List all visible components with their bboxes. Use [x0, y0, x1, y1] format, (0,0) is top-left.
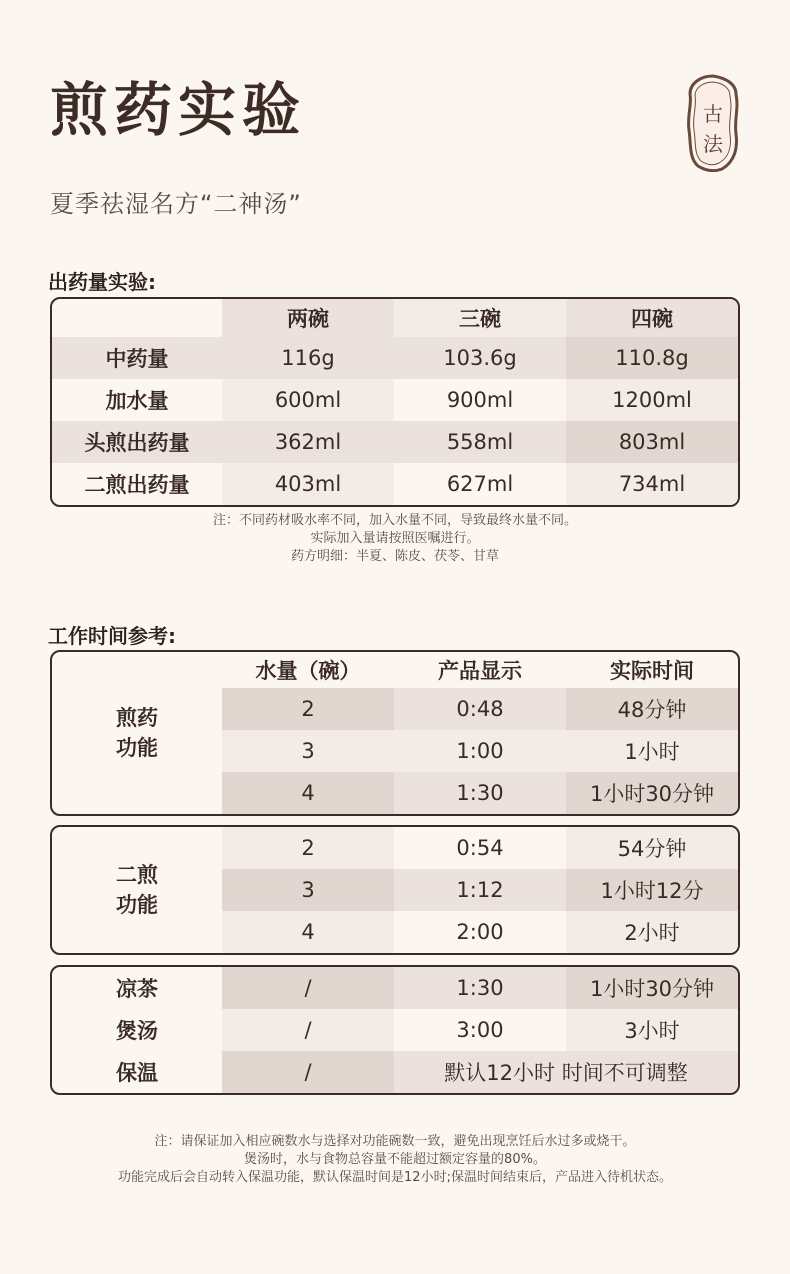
- table-header-row: [222, 652, 738, 688]
- table-cell: 1200ml: [566, 379, 738, 421]
- header-cell: 三碗: [394, 299, 566, 337]
- time-table-second: [50, 825, 740, 955]
- table-cell: 48分钟: [566, 688, 738, 730]
- block-rows: [222, 827, 738, 953]
- note-line: 煲汤时，水与食物总容量不能超过额定容量的80%。: [244, 1152, 546, 1167]
- table-row: [52, 967, 738, 1009]
- table-cell: 116g: [222, 337, 394, 379]
- table-cell: 4: [222, 772, 394, 814]
- table-row: [52, 337, 738, 379]
- time-notes: [0, 1133, 790, 1187]
- table-row: [52, 379, 738, 421]
- block-label: [52, 827, 222, 953]
- table-row: [222, 772, 738, 814]
- note-line: 注：请保证加入相应碗数水与选择对功能碗数一致，避免出现烹饪后水过多或烧干。: [154, 1134, 636, 1149]
- header-cell: 四碗: [566, 299, 738, 337]
- table-cell: 1:30: [394, 967, 566, 1009]
- table-header-row: [52, 299, 738, 337]
- table-cell: 1小时: [566, 730, 738, 772]
- row-label: 中药量: [52, 337, 222, 379]
- table-cell: 3: [222, 730, 394, 772]
- time-table-other: [50, 965, 740, 1095]
- table-row: [52, 421, 738, 463]
- table-cell: 0:54: [456, 836, 504, 860]
- table-cell: 110.8g: [566, 337, 738, 379]
- table-cell: 103.6g: [394, 337, 566, 379]
- table-cell: 54分钟: [566, 827, 738, 869]
- table-cell: /: [222, 1051, 394, 1093]
- note-line: 注：不同药材吸水率不同，加入水量不同，导致最终水量不同。: [212, 513, 577, 528]
- table-cell: 600ml: [222, 379, 394, 421]
- row-label: 二煎出药量: [84, 473, 190, 497]
- table-cell: 2:00: [456, 920, 504, 944]
- header-cell-empty: [52, 299, 222, 337]
- block-label: [52, 652, 222, 814]
- table-cell: 403ml: [222, 463, 394, 505]
- yield-table: [50, 297, 740, 507]
- table-cell: 3:00: [456, 1018, 504, 1042]
- note-line: 药方明细：半夏、陈皮、茯苓、甘草: [290, 549, 499, 564]
- row-label: 凉茶: [116, 977, 158, 1001]
- table-cell: /: [222, 967, 394, 1009]
- row-label: 头煎出药量: [52, 421, 222, 463]
- merged-cell: 默认12小时 时间不可调整: [394, 1051, 738, 1093]
- table-cell: 1:12: [394, 869, 566, 911]
- time-table-decoction: [50, 650, 740, 816]
- table-cell: 1:30: [394, 772, 566, 814]
- header-cell: 两碗: [222, 299, 394, 337]
- table-cell: 1小时30分钟: [566, 772, 738, 814]
- table-row: [222, 869, 738, 911]
- row-label: 煲汤: [116, 1019, 158, 1043]
- block-label-line: 功能: [116, 893, 158, 917]
- header-cell: 产品显示: [438, 659, 522, 683]
- page-subtitle: 夏季祛湿名方“二神汤”: [50, 190, 302, 218]
- table-cell: 3小时: [566, 1009, 738, 1051]
- table-cell: 2: [222, 827, 394, 869]
- block-label-line: 煎药: [116, 706, 158, 730]
- table-cell: 2小时: [566, 911, 738, 953]
- table-cell: 1小时30分钟: [566, 967, 738, 1009]
- table-cell: 1:00: [394, 730, 566, 772]
- header-cell: 实际时间: [610, 659, 694, 683]
- decoction-block: [52, 652, 738, 814]
- table-cell: 900ml: [446, 388, 514, 412]
- row-label: 加水量: [105, 389, 169, 413]
- table-cell: /: [222, 1009, 394, 1051]
- table-row: [52, 463, 738, 505]
- table-cell: 803ml: [566, 421, 738, 463]
- section-title-time: 工作时间参考:: [48, 624, 176, 648]
- seal-char-1: 古: [703, 102, 723, 126]
- table-cell: 1小时12分: [566, 869, 738, 911]
- table-cell: 0:48: [394, 688, 566, 730]
- page-title: 煎药实验: [50, 76, 307, 144]
- row-label: 保温: [116, 1061, 158, 1085]
- table-cell: 3: [222, 869, 394, 911]
- table-cell: 4: [222, 911, 394, 953]
- table-cell: 2: [222, 688, 394, 730]
- table-cell: 627ml: [446, 472, 514, 496]
- section-title-yield: 出药量实验:: [48, 270, 156, 294]
- block-rows: [222, 652, 738, 814]
- block-label-line: 功能: [116, 736, 158, 760]
- table-row: [52, 1051, 738, 1093]
- table-row: [222, 730, 738, 772]
- table-row: [222, 911, 738, 953]
- table-cell: 734ml: [566, 463, 738, 505]
- seal-char-2: 法: [703, 132, 723, 156]
- seal-stamp: [686, 74, 740, 172]
- header-cell: 水量（碗）: [255, 659, 361, 683]
- block-label-line: 二煎: [116, 863, 158, 887]
- table-cell: 558ml: [394, 421, 566, 463]
- note-line: 实际加入量请按照医嘱进行。: [310, 531, 480, 546]
- note-line: 功能完成后会自动转入保温功能，默认保温时间是12小时;保温时间结束后，产品进入待机状态。: [118, 1170, 672, 1185]
- table-row: [52, 1009, 738, 1051]
- yield-notes: [0, 512, 790, 566]
- second-decoction-block: [52, 827, 738, 953]
- table-cell: 362ml: [222, 421, 394, 463]
- table-row: [222, 827, 738, 869]
- table-row: [222, 688, 738, 730]
